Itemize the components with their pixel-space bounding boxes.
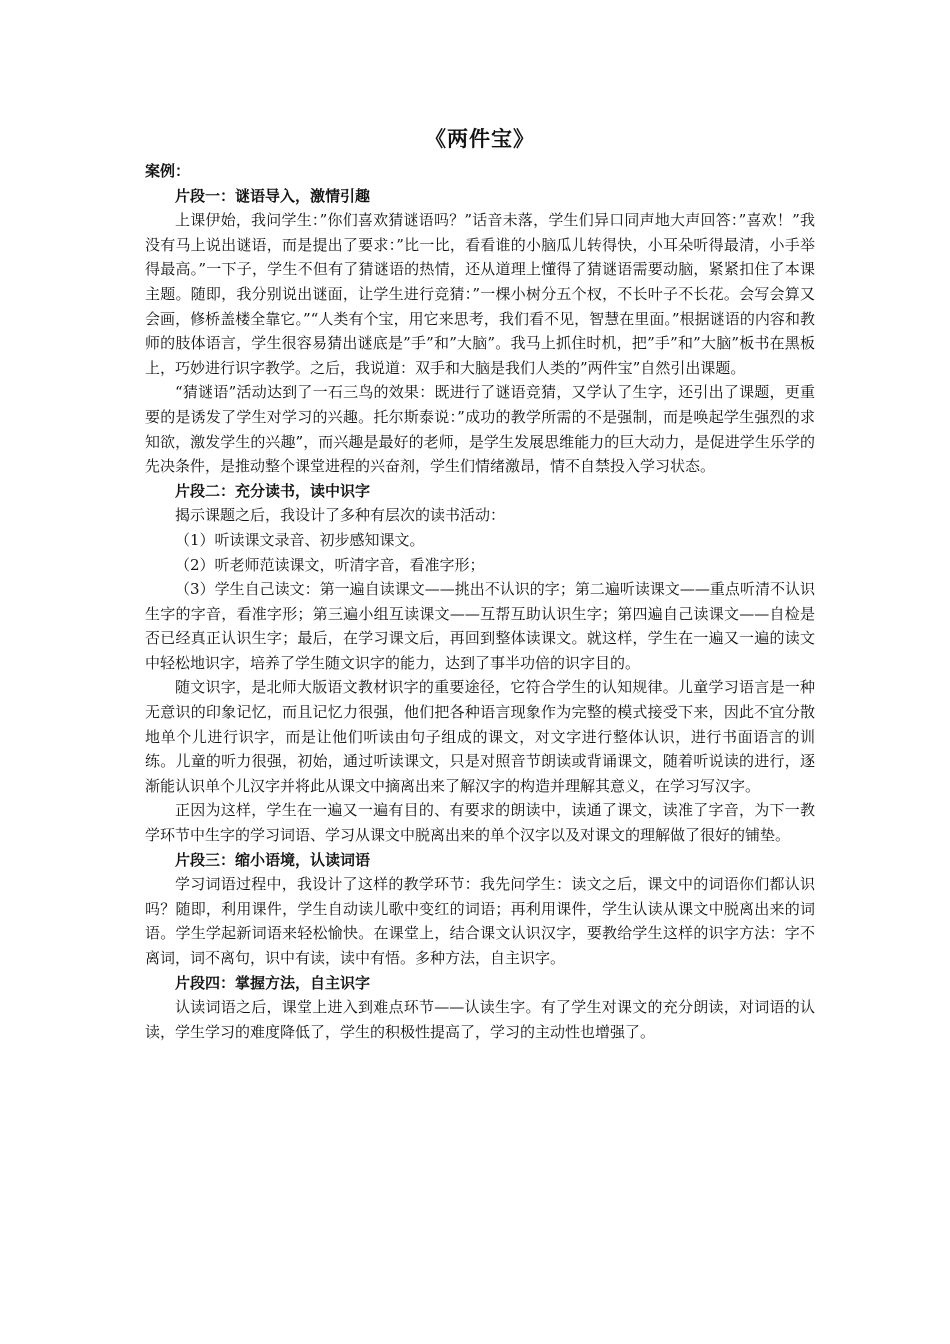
section-heading-2: 片段二：充分读书，读中识字	[175, 481, 371, 500]
section-3-paragraph-1: 学习词语过程中，我设计了这样的教学环节：我先问学生：读文之后，课文中的词语你们都认识吗？随即，利用课件，学生自动读儿歌中变红的词语；再利用课件，学生认读从课文中脱离出来的词语。学生学起新词语来轻松愉快。在课堂上，结合课文认识汉字，要教给学生这样的识字方法：字不离词，词不离句，识中有读，读中有悟。多种方法，自主识字。	[145, 875, 815, 967]
section-2-item-1: （1）听读课文录音、初步感知课文。	[175, 530, 425, 549]
section-1-paragraph-2: “猜谜语”活动达到了一石三鸟的效果：既进行了谜语竞猜，又学认了生字，还引出了课题，更重要的是诱发了学生对学习的兴趣。托尔斯泰说：”成功的教学所需的不是强制，而是唤起学生强烈的求知欲，激发学生的兴趣”，而兴趣是最好的老师，是学生发展思维能力的巨大动力，是促进学生乐学的先决条件，是推动整个课堂进程的兴奋剂，学生们情绪激昂，情不自禁投入学习状态。	[145, 383, 815, 476]
section-heading-4: 片段四：掌握方法，自主识字	[175, 973, 371, 992]
section-heading-1: 片段一：谜语导入，激情引趣	[175, 186, 371, 205]
document-title: 《两件宝》	[425, 127, 535, 151]
section-2-paragraph-1: 随文识字，是北师大版语文教材识字的重要途径，它符合学生的认知规律。儿童学习语言是一种无意识的印象记忆，而且记忆力很强，他们把各种语言现象作为完整的模式接受下来，因此不宜分散地单个儿进行识字，而是让他们听读由句子组成的课文，对文字进行整体认识，进行书面语言的训练。儿童的听力很强，初始，通过听读课文，只是对照音节朗读或背诵课文，随着听说读的进行，逐渐能认识单个儿汉字并将此从课文中摘离出来了解汉字的构造并理解其意义，在学习写汉字。	[145, 678, 815, 795]
section-4-paragraph-1: 认读词语之后，课堂上进入到难点环节——认读生字。有了学生对课文的充分朗读，对词语的认读，学生学习的难度降低了，学生的积极性提高了，学习的主动性也增强了。	[145, 998, 815, 1041]
case-label: 案例：	[145, 162, 191, 180]
document-page	[145, 123, 815, 1044]
section-2-item-2: （2）听老师范读课文，听清字音，看准字形；	[175, 555, 485, 574]
section-heading-3: 片段三：缩小语境，认读词语	[175, 850, 371, 869]
section-2-item-3: （3）学生自己读文：第一遍自读课文——挑出不认识的字；第二遍听读课文——重点听清不认识生字的字音，看准字形；第三遍小组互读课文——互帮互助认识生字；第四遍自己读课文——自检是否已经真正认识生字；最后，在学习课文后，再回到整体读课文。就这样，学生在一遍又一遍的读文中轻松地识字，培养了学生随文识字的能力，达到了事半功倍的识字目的。	[145, 580, 815, 672]
section-1-paragraph-1: 上课伊始，我问学生：”你们喜欢猜谜语吗？”话音未落，学生们异口同声地大声回答：”喜欢！”我没有马上说出谜语，而是提出了要求：”比一比，看看谁的小脑瓜儿转得快，小耳朵听得最清，小手举得最高。”一下子，学生不但有了猜谜语的热情，还从道理上懂得了猜谜语需要动脑，紧紧扣住了本课主题。随即，我分别说出谜面，让学生进行竞猜：”一棵小树分五个杈，不长叶子不长花。会写会算又会画，修桥盖楼全靠它。”“人类有个宝，用它来思考，我们看不见，智慧在里面。”根据谜语的内容和教师的肢体语言，学生很容易猜出谜底是”手”和”大脑”。我马上抓住时机，把”手”和”大脑”板书在黑板上，巧妙进行识字教学。之后，我说道：双手和大脑是我们人类的”两件宝”自然引出课题。	[145, 211, 815, 377]
section-2-paragraph-2: 正因为这样，学生在一遍又一遍有目的、有要求的朗读中，读通了课文，读准了字音，为下一教学环节中生字的学习词语、学习从课文中脱离出来的单个汉字以及对课文的理解做了很好的铺垫。	[145, 801, 815, 845]
section-2-intro: 揭示课题之后，我设计了多种有层次的读书活动：	[175, 506, 506, 525]
